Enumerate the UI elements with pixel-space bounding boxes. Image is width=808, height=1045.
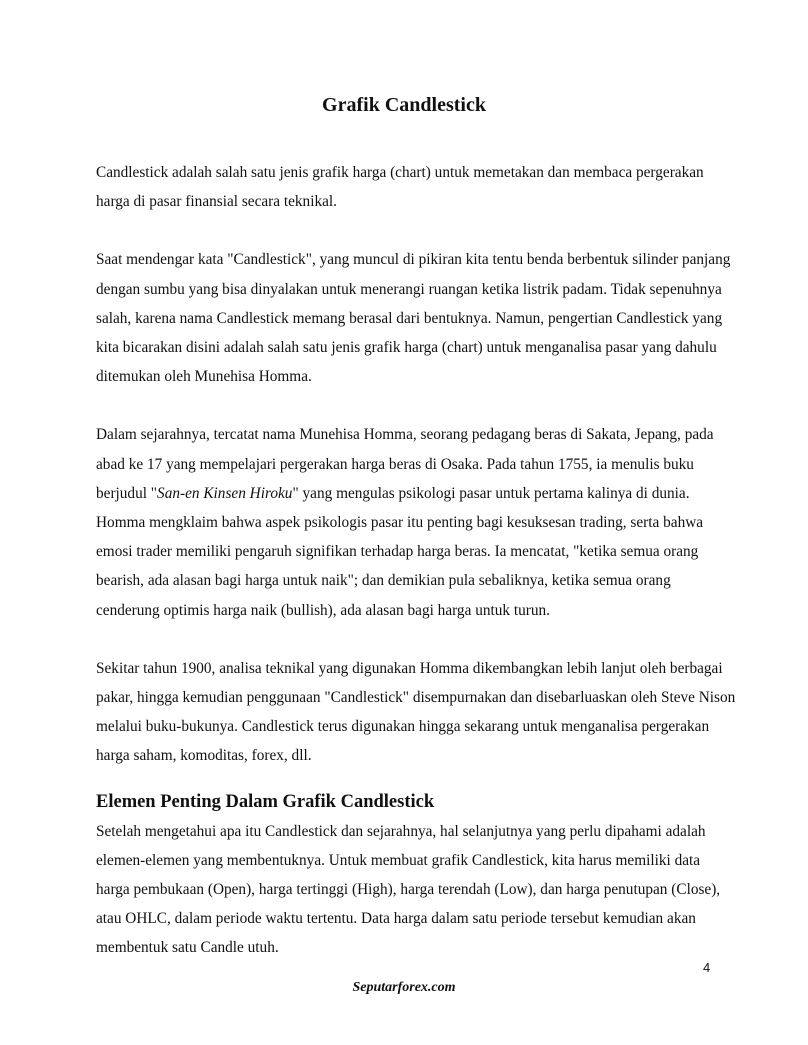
footer-site-name: Seputarforex.com <box>352 980 456 995</box>
paragraph-development: Sekitar tahun 1900, analisa teknikal yang digunakan Homma dikembangkan lebih lanjut oleh berbagai pakar, hingga kemudian penggunaan "Candlestick" disempurnakan dan disebarluaskan oleh Steve Nison melalui buku-bukunya. Candlestick terus digunakan hingga sekarang untuk menganalisa pergerakan harga saham, komoditas, forex, dll. <box>96 659 736 765</box>
paragraph-history <box>96 420 736 624</box>
paragraph-elements: Setelah mengetahui apa itu Candlestick dan sejarahnya, hal selanjutnya yang perlu dipahami adalah elemen-elemen yang membentuknya. Untuk membuat grafik Candlestick, kita harus memiliki data harga pembukaan (Open), harga tertinggi (High), harga terendah (Low), dan harga penutupan (Close), atau OHLC, dalam periode waktu tertentu. Data harga dalam satu periode tersebut kemudian akan membentuk satu Candle utuh. <box>96 822 721 957</box>
page-number: 4 <box>703 960 711 975</box>
page-title: Grafik Candlestick <box>322 94 486 116</box>
paragraph-definition: Candlestick adalah salah satu jenis grafik harga (chart) untuk memetakan dan membaca pergerakan harga di pasar finansial secara teknikal. <box>96 164 704 211</box>
history-text-before: Dalam sejarahnya, tercatat nama Munehisa Homma, seorang pedagang beras di Sakata, Jepang, pada abad ke 17 yang mempelajari pergerakan harga beras di Osaka. Pada tahun 1755, ia menulis buku berjudul " <box>96 426 714 502</box>
section-heading: Elemen Penting Dalam Grafik Candlestick <box>96 791 435 812</box>
page-content <box>96 158 736 963</box>
history-text-after: " yang mengulas psikologi pasar untuk pertama kalinya di dunia. Homma mengklaim bahwa aspek psikologis pasar itu penting bagi kesuksesan trading, serta bahwa emosi trader memiliki pengaruh signifikan terhadap harga beras. Ia mencatat, "ketika semua orang bearish, ada alasan bagi harga untuk naik"; dan demikian pula sebaliknya, ketika semua orang cenderung optimis harga naik (bullish), ada alasan bagi harga untuk turun. <box>96 484 704 619</box>
paragraph-name-origin: Saat mendengar kata "Candlestick", yang muncul di pikiran kita tentu benda berbentuk silinder panjang dengan sumbu yang bisa dinyalakan untuk menerangi ruangan ketika listrik padam. Tidak sepenuhnya salah, karena nama Candlestick memang berasal dari bentuknya. Namun, pengertian Candlestick yang kita bicarakan disini adalah salah satu jenis grafik harga (chart) untuk menganalisa pasar yang dahulu ditemukan oleh Munehisa Homma. <box>96 251 731 386</box>
book-title: San-en Kinsen Hiroku <box>157 484 293 502</box>
